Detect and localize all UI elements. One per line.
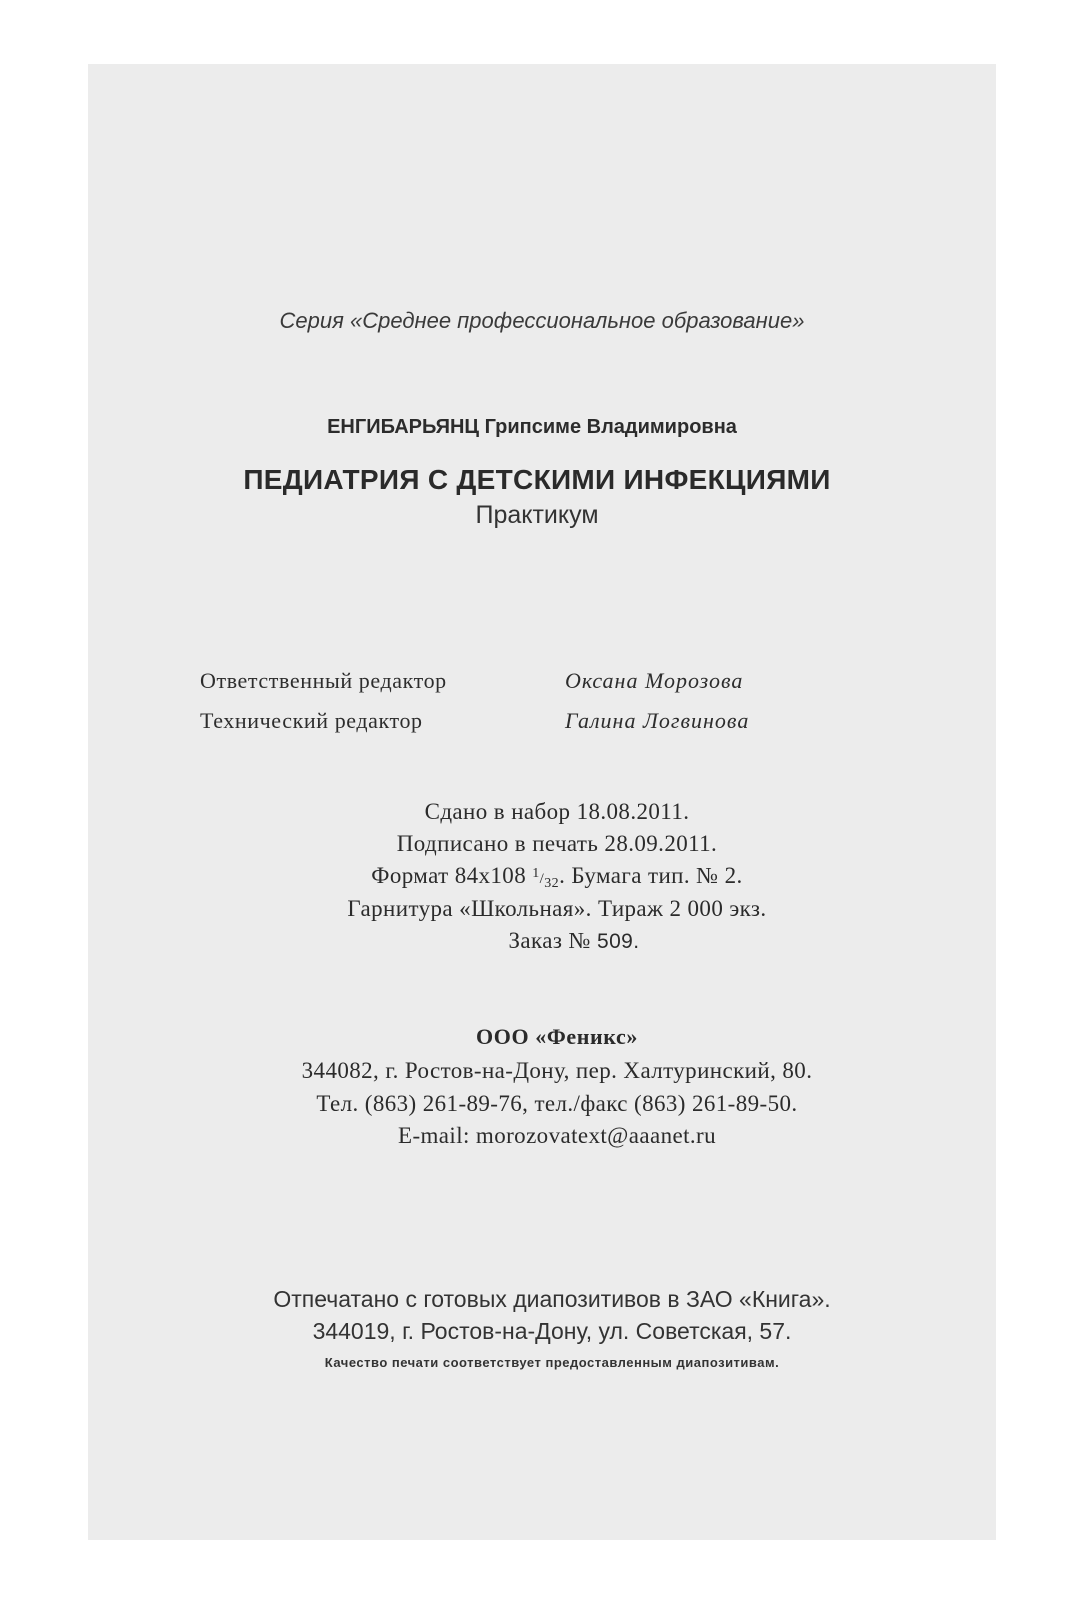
author-name: ЕНГИБАРЬЯНЦ Грипсиме Владимировна [327,416,737,438]
book-title: ПЕДИАТРИЯ С ДЕТСКИМИ ИНФЕКЦИЯМИ [243,464,831,495]
format-numerator: 1 [532,866,540,881]
series-line: Серия «Среднее профессиональное образование» [279,308,805,333]
imprint-format [103,863,1011,892]
credit-name: Оксана Морозова [565,668,744,693]
publisher-phones: Тел. (863) 261-89-76, тел./факс (863) 261-89-50. [316,1091,798,1116]
format-fraction [532,866,560,891]
credit-role: Ответственный редактор [200,668,447,693]
credit-row-technical-editor [200,701,749,741]
publisher-name: ООО «Феникс» [476,1024,638,1049]
publisher-email: E-mail: morozovatext@aaanet.ru [398,1123,716,1148]
order-prefix: Заказ № [508,928,597,953]
imprint-typeface: Гарнитура «Школьная». Тираж 2 000 экз. [347,896,767,921]
printer-address: 344019, г. Ростов-на-Дону, ул. Советская, 57. [312,1318,792,1344]
imprint-signed-date: Подписано в печать 28.09.2011. [396,831,718,856]
print-quality-note: Качество печати соответствует предоставленным диапозитивам. [324,1355,780,1370]
imprint-order [120,928,1028,954]
imprint-typeset-date: Сдано в набор 18.08.2011. [424,799,690,824]
format-separator: / [539,871,545,887]
publisher-address: 344082, г. Ростов-на-Дону, пер. Халтуринский, 80. [301,1058,813,1083]
credit-role: Технический редактор [200,708,423,733]
credits-block [200,661,749,741]
book-subtitle: Практикум [475,501,599,529]
credit-row-responsible-editor [200,661,749,701]
printer-line: Отпечатано с готовых диапозитивов в ЗАО «Книга». [273,1286,831,1312]
order-number: 509. [597,930,640,953]
book-page [88,64,996,1540]
credit-name: Галина Логвинова [565,708,750,733]
format-prefix: Формат 84х108 [371,863,533,888]
format-suffix: . Бумага тип. № 2. [559,863,743,888]
format-denominator: 32 [544,876,560,891]
